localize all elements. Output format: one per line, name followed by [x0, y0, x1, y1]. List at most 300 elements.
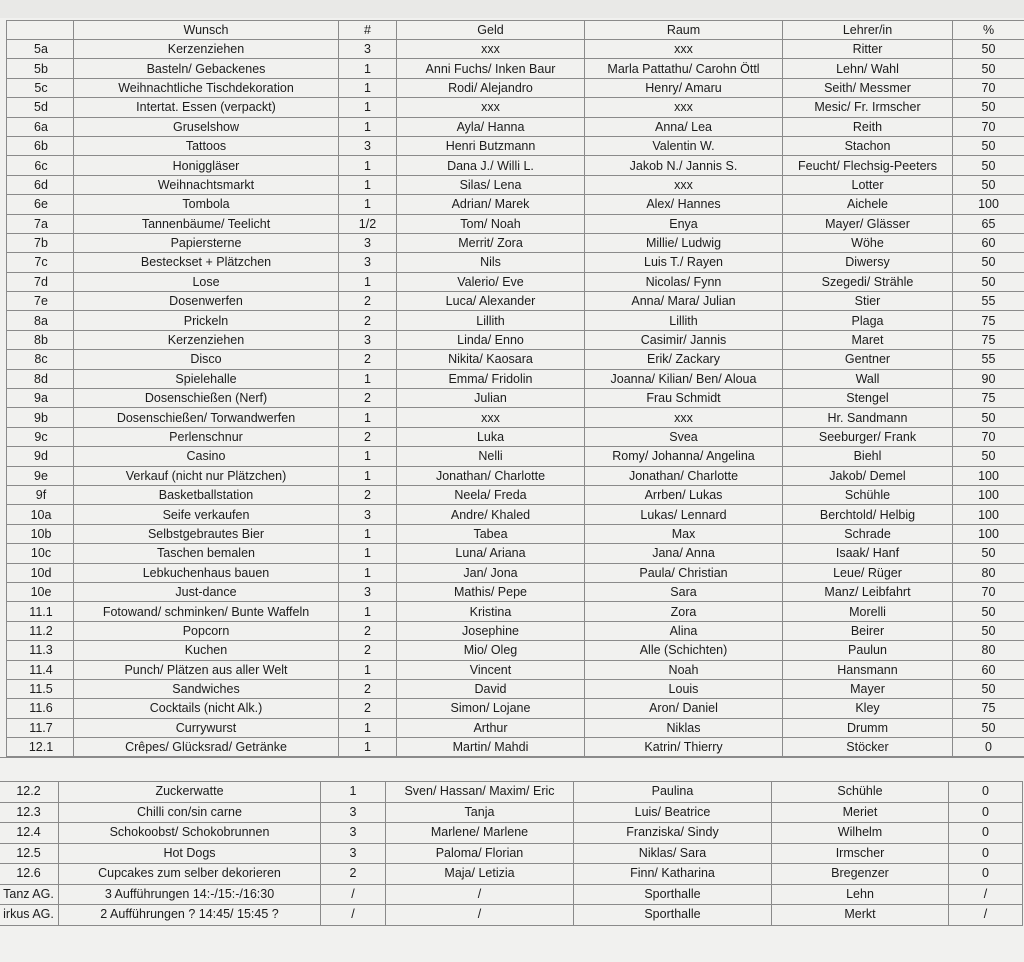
cell-prozent: 70	[953, 117, 1024, 136]
cell-klasse: 12.5	[0, 843, 59, 864]
cell-wunsch: Gruselshow	[74, 117, 339, 136]
table-row	[7, 641, 1024, 660]
cell-prozent: /	[949, 905, 1023, 926]
cell-lehrer: Jakob/ Demel	[783, 466, 953, 485]
cell-geld: Vincent	[397, 660, 585, 679]
cell-geld: Marlene/ Marlene	[386, 823, 574, 844]
cell-geld: David	[397, 679, 585, 698]
cell-geld: Dana J./ Willi L.	[397, 156, 585, 175]
cell-prozent: 50	[953, 98, 1024, 117]
cell-klasse: 9c	[7, 427, 74, 446]
cell-raum: Sara	[585, 582, 783, 601]
cell-raum: xxx	[585, 408, 783, 427]
cell-raum: Anna/ Mara/ Julian	[585, 292, 783, 311]
cell-raum: Zora	[585, 602, 783, 621]
cell-klasse: 7e	[7, 292, 74, 311]
table-row	[7, 447, 1024, 466]
cell-prozent: 60	[953, 660, 1024, 679]
cell-prozent: 80	[953, 563, 1024, 582]
cell-geld: /	[386, 905, 574, 926]
cell-anzahl: 1	[339, 466, 397, 485]
table-row	[7, 40, 1024, 59]
table-row	[7, 718, 1024, 737]
cell-anzahl: 1	[339, 718, 397, 737]
cell-geld: Lillith	[397, 311, 585, 330]
cell-geld: Tabea	[397, 524, 585, 543]
second-table	[0, 781, 1023, 926]
cell-lehrer: Stachon	[783, 136, 953, 155]
cell-prozent: 100	[953, 505, 1024, 524]
cell-lehrer: Feucht/ Flechsig-Peeters	[783, 156, 953, 175]
cell-prozent: 55	[953, 350, 1024, 369]
cell-raum: Paula/ Christian	[585, 563, 783, 582]
cell-lehrer: Mayer	[783, 679, 953, 698]
cell-wunsch: Hot Dogs	[59, 843, 321, 864]
cell-raum: Nicolas/ Fynn	[585, 272, 783, 291]
cell-geld: Linda/ Enno	[397, 330, 585, 349]
cell-geld: Josephine	[397, 621, 585, 640]
cell-geld: Valerio/ Eve	[397, 272, 585, 291]
cell-lehrer: Manz/ Leibfahrt	[783, 582, 953, 601]
cell-klasse: 11.1	[7, 602, 74, 621]
header-wunsch: Wunsch	[74, 21, 339, 40]
cell-lehrer: Bregenzer	[772, 864, 949, 885]
cell-klasse: 5a	[7, 40, 74, 59]
cell-wunsch: Tannenbäume/ Teelicht	[74, 214, 339, 233]
cell-lehrer: Wall	[783, 369, 953, 388]
cell-lehrer: Biehl	[783, 447, 953, 466]
cell-wunsch: Basteln/ Gebackenes	[74, 59, 339, 78]
table-row	[0, 884, 1023, 905]
cell-wunsch: Kuchen	[74, 641, 339, 660]
cell-raum: Louis	[585, 679, 783, 698]
cell-klasse: 6b	[7, 136, 74, 155]
cell-raum: Jana/ Anna	[585, 544, 783, 563]
cell-raum: xxx	[585, 98, 783, 117]
cell-lehrer: Wilhelm	[772, 823, 949, 844]
cell-geld: Maja/ Letizia	[386, 864, 574, 885]
cell-klasse: 6c	[7, 156, 74, 175]
cell-raum: Casimir/ Jannis	[585, 330, 783, 349]
cell-anzahl: 2	[339, 389, 397, 408]
cell-lehrer: Schühle	[783, 485, 953, 504]
cell-prozent: 50	[953, 136, 1024, 155]
cell-anzahl: 1	[339, 195, 397, 214]
cell-prozent: 50	[953, 718, 1024, 737]
cell-klasse: 10d	[7, 563, 74, 582]
cell-wunsch: Intertat. Essen (verpackt)	[74, 98, 339, 117]
table-row	[7, 175, 1024, 194]
cell-geld: Nikita/ Kaosara	[397, 350, 585, 369]
cell-klasse: 11.5	[7, 679, 74, 698]
cell-prozent: 50	[953, 175, 1024, 194]
cell-klasse: 8b	[7, 330, 74, 349]
cell-wunsch: Weihnachtsmarkt	[74, 175, 339, 194]
cell-geld: xxx	[397, 408, 585, 427]
cell-geld: Tom/ Noah	[397, 214, 585, 233]
cell-lehrer: Plaga	[783, 311, 953, 330]
table-row	[0, 864, 1023, 885]
table-row	[7, 602, 1024, 621]
cell-geld: xxx	[397, 40, 585, 59]
cell-prozent: 50	[953, 40, 1024, 59]
cell-anzahl: 1	[339, 660, 397, 679]
cell-raum: Valentin W.	[585, 136, 783, 155]
header-lehrer: Lehrer/in	[783, 21, 953, 40]
table-row	[7, 621, 1024, 640]
cell-klasse: 7c	[7, 253, 74, 272]
cell-klasse: 11.4	[7, 660, 74, 679]
cell-prozent: 50	[953, 447, 1024, 466]
cell-prozent: 100	[953, 195, 1024, 214]
header-raum: Raum	[585, 21, 783, 40]
cell-prozent: 100	[953, 524, 1024, 543]
cell-wunsch: Prickeln	[74, 311, 339, 330]
cell-anzahl: 3	[339, 136, 397, 155]
cell-prozent: 75	[953, 389, 1024, 408]
cell-klasse: 12.4	[0, 823, 59, 844]
cell-prozent: 50	[953, 156, 1024, 175]
header-geld: Geld	[397, 21, 585, 40]
table-row	[0, 823, 1023, 844]
cell-anzahl: 1/2	[339, 214, 397, 233]
cell-lehrer: Berchtold/ Helbig	[783, 505, 953, 524]
cell-wunsch: Crêpes/ Glücksrad/ Getränke	[74, 738, 339, 757]
cell-geld: Mio/ Oleg	[397, 641, 585, 660]
table-row	[0, 782, 1023, 803]
cell-raum: Niklas	[585, 718, 783, 737]
cell-klasse: 9b	[7, 408, 74, 427]
cell-geld: Nils	[397, 253, 585, 272]
cell-lehrer: Paulun	[783, 641, 953, 660]
cell-geld: Luca/ Alexander	[397, 292, 585, 311]
cell-raum: Millie/ Ludwig	[585, 233, 783, 252]
cell-raum: Enya	[585, 214, 783, 233]
cell-prozent: 50	[953, 621, 1024, 640]
cell-anzahl: 1	[339, 78, 397, 97]
cell-anzahl: 2	[339, 311, 397, 330]
table-row	[7, 466, 1024, 485]
cell-anzahl: 1	[339, 602, 397, 621]
cell-lehrer: Irmscher	[772, 843, 949, 864]
second-table-body	[0, 782, 1023, 926]
cell-anzahl: 1	[339, 98, 397, 117]
cell-klasse: 6a	[7, 117, 74, 136]
cell-wunsch: Chilli con/sin carne	[59, 802, 321, 823]
cell-geld: Mathis/ Pepe	[397, 582, 585, 601]
cell-geld: Martin/ Mahdi	[397, 738, 585, 757]
cell-anzahl: 2	[339, 699, 397, 718]
cell-anzahl: 1	[339, 369, 397, 388]
cell-klasse: 11.6	[7, 699, 74, 718]
cell-prozent: 70	[953, 427, 1024, 446]
cell-wunsch: Dosenschießen/ Torwandwerfen	[74, 408, 339, 427]
cell-klasse: 10c	[7, 544, 74, 563]
cell-geld: Luka	[397, 427, 585, 446]
cell-lehrer: Gentner	[783, 350, 953, 369]
cell-lehrer: Stier	[783, 292, 953, 311]
cell-lehrer: Lehn/ Wahl	[783, 59, 953, 78]
cell-klasse: 11.7	[7, 718, 74, 737]
cell-anzahl: 1	[339, 272, 397, 291]
cell-klasse: 12.2	[0, 782, 59, 803]
cell-prozent: 50	[953, 272, 1024, 291]
cell-anzahl: 1	[339, 524, 397, 543]
cell-prozent: 70	[953, 582, 1024, 601]
cell-prozent: 50	[953, 679, 1024, 698]
table-row	[7, 582, 1024, 601]
cell-geld: Silas/ Lena	[397, 175, 585, 194]
cell-klasse: 5c	[7, 78, 74, 97]
cell-anzahl: 1	[339, 544, 397, 563]
cell-geld: /	[386, 884, 574, 905]
cell-klasse: 11.3	[7, 641, 74, 660]
cell-klasse: 9f	[7, 485, 74, 504]
header-prozent: %	[953, 21, 1024, 40]
cell-lehrer: Stöcker	[783, 738, 953, 757]
cell-prozent: 90	[953, 369, 1024, 388]
cell-lehrer: Meriet	[772, 802, 949, 823]
cell-geld: Luna/ Ariana	[397, 544, 585, 563]
cell-raum: xxx	[585, 175, 783, 194]
cell-wunsch: 2 Aufführungen ? 14:45/ 15:45 ?	[59, 905, 321, 926]
cell-geld: Merrit/ Zora	[397, 233, 585, 252]
cell-wunsch: Lebkuchenhaus bauen	[74, 563, 339, 582]
main-table-body	[7, 40, 1024, 757]
cell-geld: xxx	[397, 98, 585, 117]
table-row	[0, 802, 1023, 823]
cell-geld: Neela/ Freda	[397, 485, 585, 504]
cell-klasse: 12.3	[0, 802, 59, 823]
cell-wunsch: Zuckerwatte	[59, 782, 321, 803]
table-row	[7, 78, 1024, 97]
cell-prozent: 80	[953, 641, 1024, 660]
cell-wunsch: Fotowand/ schminken/ Bunte Waffeln	[74, 602, 339, 621]
cell-raum: xxx	[585, 40, 783, 59]
cell-anzahl: 1	[339, 738, 397, 757]
cell-anzahl: 3	[339, 233, 397, 252]
cell-prozent: 50	[953, 59, 1024, 78]
cell-prozent: 75	[953, 330, 1024, 349]
cell-raum: Niklas/ Sara	[574, 843, 772, 864]
table-row	[7, 233, 1024, 252]
cell-wunsch: Kerzenziehen	[74, 330, 339, 349]
cell-klasse: 7d	[7, 272, 74, 291]
cell-anzahl: 1	[339, 408, 397, 427]
cell-klasse: 5b	[7, 59, 74, 78]
section-divider	[0, 757, 1024, 762]
cell-anzahl: 2	[321, 864, 386, 885]
cell-raum: Sporthalle	[574, 884, 772, 905]
cell-wunsch: Spielehalle	[74, 369, 339, 388]
cell-prozent: 50	[953, 602, 1024, 621]
cell-raum: Noah	[585, 660, 783, 679]
cell-wunsch: Besteckset + Plätzchen	[74, 253, 339, 272]
cell-lehrer: Lotter	[783, 175, 953, 194]
cell-wunsch: Taschen bemalen	[74, 544, 339, 563]
cell-prozent: 0	[949, 782, 1023, 803]
cell-anzahl: 2	[339, 621, 397, 640]
cell-raum: Alle (Schichten)	[585, 641, 783, 660]
cell-anzahl: 1	[339, 563, 397, 582]
cell-anzahl: 2	[339, 292, 397, 311]
cell-klasse: 10b	[7, 524, 74, 543]
cell-anzahl: 3	[339, 330, 397, 349]
cell-wunsch: Casino	[74, 447, 339, 466]
cell-anzahl: 1	[339, 447, 397, 466]
cell-raum: Arrben/ Lukas	[585, 485, 783, 504]
table-row	[7, 699, 1024, 718]
cell-anzahl: 1	[339, 59, 397, 78]
cell-prozent: 65	[953, 214, 1024, 233]
cell-wunsch: Papiersterne	[74, 233, 339, 252]
cell-klasse: 8c	[7, 350, 74, 369]
cell-raum: Finn/ Katharina	[574, 864, 772, 885]
cell-prozent: 0	[949, 843, 1023, 864]
cell-lehrer: Leue/ Rüger	[783, 563, 953, 582]
cell-klasse: 5d	[7, 98, 74, 117]
table-row	[7, 369, 1024, 388]
cell-anzahl: 2	[339, 350, 397, 369]
cell-klasse: 7b	[7, 233, 74, 252]
cell-prozent: 100	[953, 485, 1024, 504]
cell-anzahl: 3	[339, 40, 397, 59]
cell-lehrer: Merkt	[772, 905, 949, 926]
cell-raum: Svea	[585, 427, 783, 446]
table-row	[0, 905, 1023, 926]
table-row	[0, 843, 1023, 864]
cell-wunsch: Just-dance	[74, 582, 339, 601]
cell-lehrer: Seeburger/ Frank	[783, 427, 953, 446]
table-row	[7, 117, 1024, 136]
cell-prozent: /	[949, 884, 1023, 905]
cell-anzahl: 2	[339, 485, 397, 504]
table-row	[7, 330, 1024, 349]
cell-anzahl: 3	[339, 582, 397, 601]
cell-prozent: 75	[953, 311, 1024, 330]
cell-geld: Julian	[397, 389, 585, 408]
cell-anzahl: 3	[339, 253, 397, 272]
cell-klasse: 9a	[7, 389, 74, 408]
cell-lehrer: Schrade	[783, 524, 953, 543]
table-row	[7, 389, 1024, 408]
cell-wunsch: Lose	[74, 272, 339, 291]
table-row	[7, 524, 1024, 543]
table-row	[7, 59, 1024, 78]
cell-geld: Rodi/ Alejandro	[397, 78, 585, 97]
cell-raum: Jonathan/ Charlotte	[585, 466, 783, 485]
cell-lehrer: Maret	[783, 330, 953, 349]
cell-lehrer: Morelli	[783, 602, 953, 621]
cell-raum: Aron/ Daniel	[585, 699, 783, 718]
table-row	[7, 195, 1024, 214]
table-row	[7, 505, 1024, 524]
cell-lehrer: Reith	[783, 117, 953, 136]
cell-lehrer: Stengel	[783, 389, 953, 408]
table-row	[7, 136, 1024, 155]
main-table	[6, 20, 1024, 757]
cell-anzahl: /	[321, 884, 386, 905]
cell-klasse: 10a	[7, 505, 74, 524]
cell-wunsch: Dosenwerfen	[74, 292, 339, 311]
table-row	[7, 214, 1024, 233]
cell-klasse: 8d	[7, 369, 74, 388]
cell-klasse: 12.6	[0, 864, 59, 885]
cell-geld: Andre/ Khaled	[397, 505, 585, 524]
cell-wunsch: Cocktails (nicht Alk.)	[74, 699, 339, 718]
cell-wunsch: Weihnachtliche Tischdekoration	[74, 78, 339, 97]
cell-wunsch: Verkauf (nicht nur Plätzchen)	[74, 466, 339, 485]
cell-anzahl: 3	[321, 823, 386, 844]
cell-prozent: 55	[953, 292, 1024, 311]
cell-wunsch: Dosenschießen (Nerf)	[74, 389, 339, 408]
cell-wunsch: Schokoobst/ Schokobrunnen	[59, 823, 321, 844]
cell-wunsch: 3 Aufführungen 14:-/15:-/16:30	[59, 884, 321, 905]
cell-anzahl: 1	[339, 156, 397, 175]
cell-geld: Henri Butzmann	[397, 136, 585, 155]
cell-prozent: 50	[953, 544, 1024, 563]
cell-raum: Marla Pattathu/ Carohn Öttl	[585, 59, 783, 78]
table-row	[7, 350, 1024, 369]
cell-klasse: 10e	[7, 582, 74, 601]
cell-lehrer: Seith/ Messmer	[783, 78, 953, 97]
cell-raum: Katrin/ Thierry	[585, 738, 783, 757]
cell-geld: Simon/ Lojane	[397, 699, 585, 718]
cell-klasse: irkus AG.	[0, 905, 59, 926]
cell-geld: Emma/ Fridolin	[397, 369, 585, 388]
cell-lehrer: Wöhe	[783, 233, 953, 252]
cell-lehrer: Beirer	[783, 621, 953, 640]
cell-wunsch: Seife verkaufen	[74, 505, 339, 524]
cell-lehrer: Lehn	[772, 884, 949, 905]
cell-raum: Paulina	[574, 782, 772, 803]
cell-raum: Erik/ Zackary	[585, 350, 783, 369]
cell-geld: Nelli	[397, 447, 585, 466]
cell-geld: Anni Fuchs/ Inken Baur	[397, 59, 585, 78]
cell-wunsch: Popcorn	[74, 621, 339, 640]
cell-klasse: 7a	[7, 214, 74, 233]
cell-wunsch: Cupcakes zum selber dekorieren	[59, 864, 321, 885]
table-row	[7, 292, 1024, 311]
cell-wunsch: Kerzenziehen	[74, 40, 339, 59]
cell-raum: Jakob N./ Jannis S.	[585, 156, 783, 175]
cell-raum: Sporthalle	[574, 905, 772, 926]
cell-klasse: 6e	[7, 195, 74, 214]
cell-wunsch: Sandwiches	[74, 679, 339, 698]
cell-lehrer: Kley	[783, 699, 953, 718]
cell-wunsch: Selbstgebrautes Bier	[74, 524, 339, 543]
cell-klasse: 8a	[7, 311, 74, 330]
cell-raum: Frau Schmidt	[585, 389, 783, 408]
cell-wunsch: Tombola	[74, 195, 339, 214]
cell-geld: Paloma/ Florian	[386, 843, 574, 864]
cell-klasse: 9e	[7, 466, 74, 485]
cell-wunsch: Disco	[74, 350, 339, 369]
cell-raum: Luis/ Beatrice	[574, 802, 772, 823]
table-row	[7, 408, 1024, 427]
cell-lehrer: Ritter	[783, 40, 953, 59]
cell-lehrer: Diwersy	[783, 253, 953, 272]
cell-lehrer: Schühle	[772, 782, 949, 803]
cell-anzahl: 3	[321, 802, 386, 823]
cell-geld: Sven/ Hassan/ Maxim/ Eric	[386, 782, 574, 803]
cell-raum: Anna/ Lea	[585, 117, 783, 136]
table-row	[7, 679, 1024, 698]
table-row	[7, 253, 1024, 272]
table-row	[7, 156, 1024, 175]
cell-raum: Alex/ Hannes	[585, 195, 783, 214]
cell-raum: Joanna/ Kilian/ Ben/ Aloua	[585, 369, 783, 388]
